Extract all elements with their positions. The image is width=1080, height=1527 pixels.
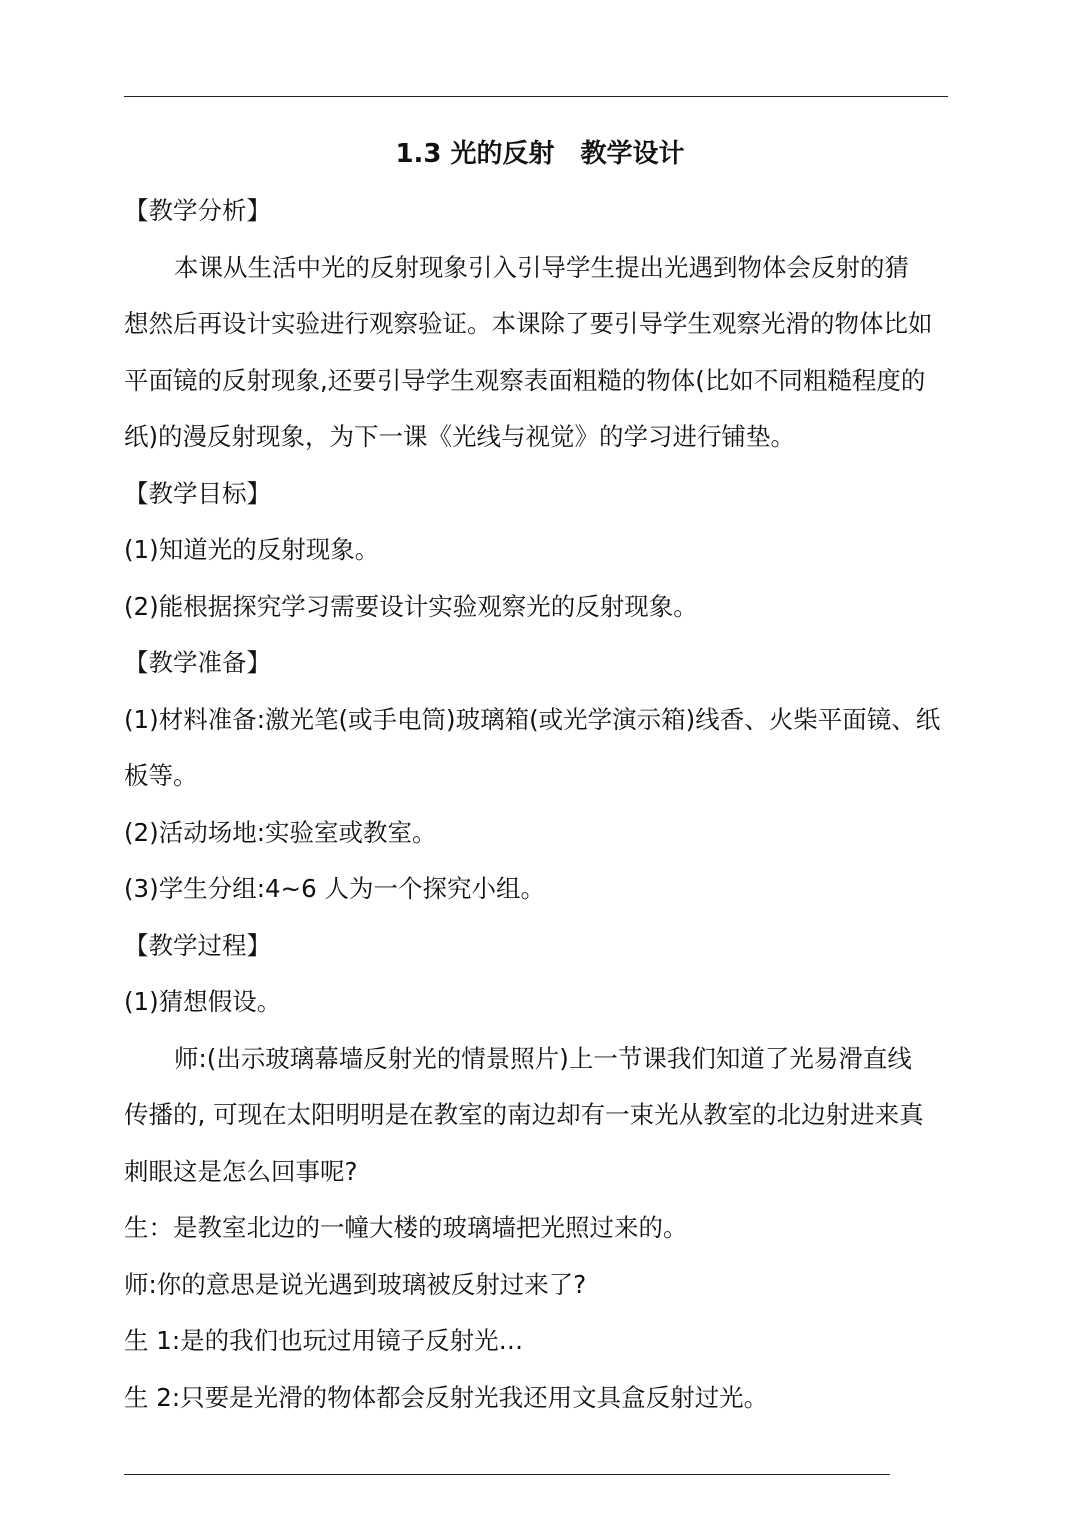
paragraph-line: 传播的, 可现在太阳明明是在教室的南边却有一束光从教室的北边射进来真	[124, 1100, 924, 1129]
section-heading-goals: 【教学目标】	[124, 478, 271, 508]
header-rule	[124, 96, 948, 97]
list-item: (1)材料准备:激光笔(或手电筒)玻璃箱(或光学演示箱)线香、火柴平面镜、纸	[124, 704, 941, 734]
list-item: (2)能根据探究学习需要设计实验观察光的反射现象。	[124, 591, 698, 621]
section-heading-process: 【教学过程】	[124, 930, 271, 960]
section-heading-analysis: 【教学分析】	[124, 196, 271, 225]
dialogue-line: 师:你的意思是说光遇到玻璃被反射过来了?	[124, 1269, 587, 1299]
paragraph-line: 本课从生活中光的反射现象引入引导学生提出光遇到物体会反射的猜	[174, 252, 909, 282]
paragraph-line: 想然后再设计实验进行观察验证。本课除了要引导学生观察光滑的物体比如	[124, 309, 933, 338]
paragraph-line: 刺眼这是怎么回事呢?	[124, 1156, 358, 1186]
paragraph-line: 纸)的漫反射现象，为下一课《光线与视觉》的学习进行铺垫。	[124, 422, 796, 451]
footer-rule	[124, 1474, 890, 1475]
dialogue-line: 生：是教室北边的一幢大楼的玻璃墙把光照过来的。	[124, 1213, 688, 1242]
paragraph-line: 平面镜的反射现象,还要引导学生观察表面粗糙的物体(比如不同粗糙程度的	[124, 365, 926, 395]
list-item: (2)活动场地:实验室或教室。	[124, 817, 437, 847]
list-item-continued: 板等。	[124, 761, 198, 790]
list-item: (3)学生分组:4~6 人为一个探究小组。	[124, 874, 545, 903]
list-item: (1)猜想假设。	[124, 987, 282, 1016]
section-heading-preparation: 【教学准备】	[124, 648, 271, 677]
document-title: 1.3 光的反射 教学设计	[395, 139, 685, 169]
paragraph-line: 师:(出示玻璃幕墙反射光的情景照片)上一节课我们知道了光易滑直线	[174, 1043, 912, 1073]
document-body	[124, 188, 964, 1431]
dialogue-line: 生 2:只要是光滑的物体都会反射光我还用文具盒反射过光。	[124, 1382, 769, 1412]
dialogue-line: 生 1:是的我们也玩过用镜子反射光…	[124, 1326, 524, 1355]
list-item: (1)知道光的反射现象。	[124, 535, 380, 564]
